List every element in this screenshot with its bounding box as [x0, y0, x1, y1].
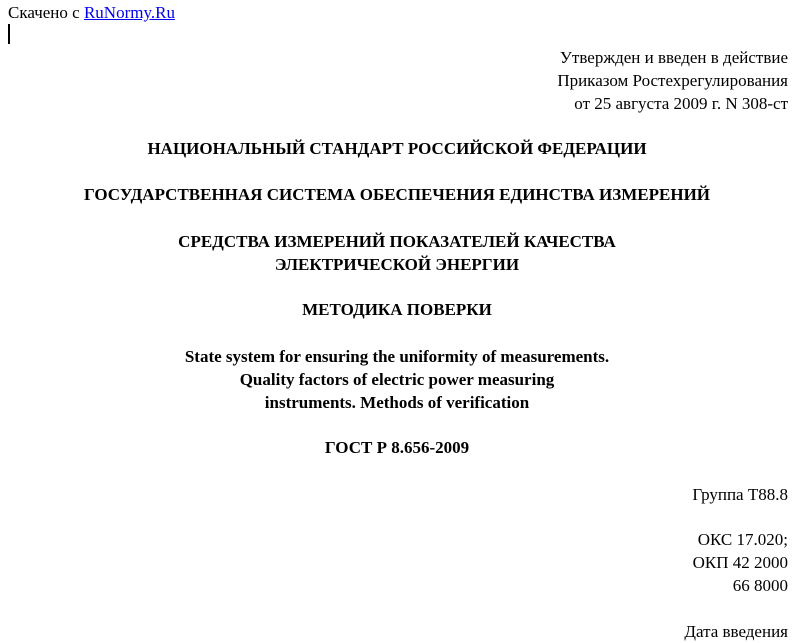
runormy-link[interactable]: RuNormy.Ru: [83, 3, 175, 22]
approval-line: Утвержден и введен в действие: [559, 48, 788, 67]
classification-code: ОКС 17.020;: [697, 530, 788, 549]
approval-line: от 25 августа 2009 г. N 308-ст: [574, 94, 788, 113]
subject-line: ЭЛЕКТРИЧЕСКОЙ ЭНЕРГИИ: [274, 255, 520, 274]
method-heading: МЕТОДИКА ПОВЕРКИ: [302, 300, 492, 319]
national-standard-heading: НАЦИОНАЛЬНЫЙ СТАНДАРТ РОССИЙСКОЙ ФЕДЕРАЦИИ: [147, 139, 647, 158]
approval-block: [557, 46, 788, 115]
source-line: [8, 1, 175, 24]
approval-line: Приказом Ростехрегулирования: [557, 71, 788, 90]
source-prefix: Скачено с: [8, 3, 84, 22]
group-label: Группа Т88.8: [692, 485, 788, 504]
date-label: Дата введения: [684, 622, 788, 641]
text-cursor: [8, 24, 10, 44]
english-title: [0, 345, 794, 414]
classification-code: 66 8000: [732, 576, 788, 595]
english-title-line: Quality factors of electric power measuring: [239, 370, 555, 389]
classification-code: ОКП 42 2000: [692, 553, 788, 572]
english-title-line: State system for ensuring the uniformity of measurements.: [184, 347, 610, 366]
subject-heading: [0, 230, 794, 276]
subject-line: СРЕДСТВА ИЗМЕРЕНИЙ ПОКАЗАТЕЛЕЙ КАЧЕСТВА: [178, 232, 616, 251]
gost-number: ГОСТ Р 8.656-2009: [324, 438, 470, 457]
english-title-line: instruments. Methods of verification: [264, 393, 530, 412]
classification-codes: [693, 528, 788, 597]
state-system-heading: ГОСУДАРСТВЕННАЯ СИСТЕМА ОБЕСПЕЧЕНИЯ ЕДИНСТВА ИЗМЕРЕНИЙ: [83, 185, 711, 204]
